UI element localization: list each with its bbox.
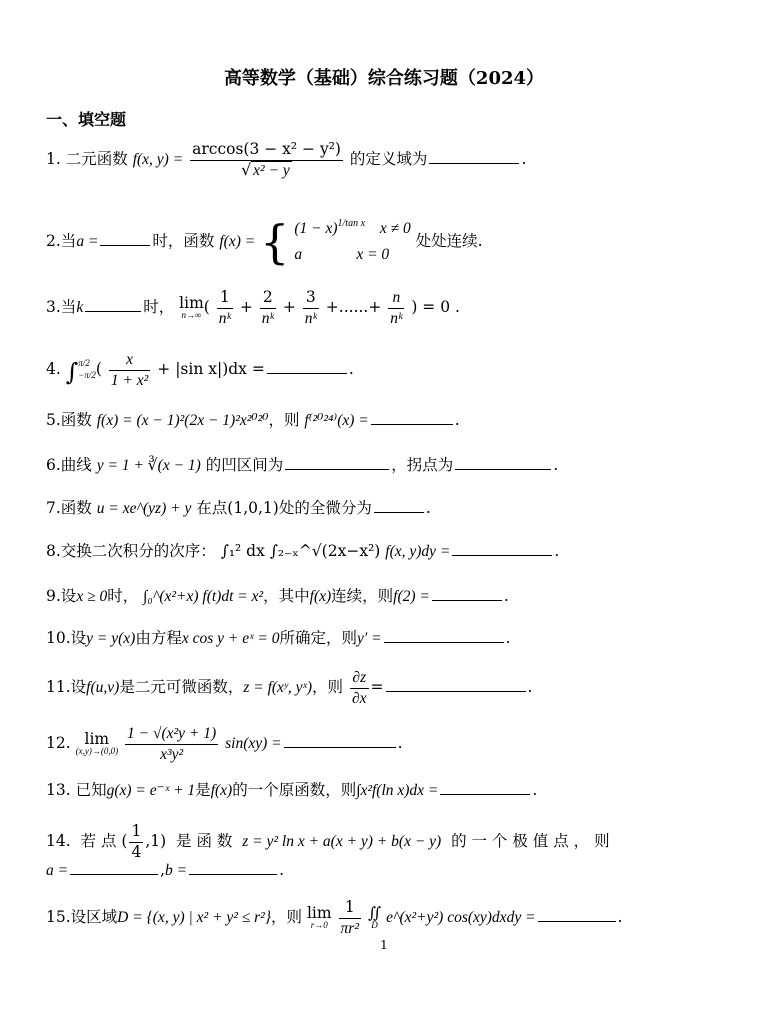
section-heading: 一、填空题	[46, 110, 127, 129]
question-5: 5.函数 f(x) = (x − 1)²(2x − 1)²x²⁰²⁰，则 f⁽²⁰²⁴⁾(x) = .	[46, 411, 460, 429]
answer-blank[interactable]	[100, 231, 150, 246]
answer-blank[interactable]	[384, 628, 504, 643]
fraction: $\frac{\text{arccos(3 − x² − y²)}}{\text{√ x² − y}}$	[192, 140, 341, 179]
question-7: 7.函数 u = xe^(yz) + y 在点(1,0,1)处的全微分为 .	[46, 499, 431, 517]
double-integral: ∬ D	[367, 903, 382, 931]
answer-blank[interactable]	[70, 860, 158, 875]
question-13: 13. 已知g(x) = e⁻ˣ + 1是f(x)的一个原函数，则∫x²f(ln x)dx = .	[46, 781, 538, 799]
answer-blank[interactable]	[284, 733, 396, 748]
question-15: 15.设区域D = {(x, y) | x² + y² ≤ r²}，则 lim r→0 $\frac{1}{\text{πr²}}$ ∬ D e^(x²+y²) cos(xy)dxdy = .	[46, 898, 623, 937]
question-10: 10.设y = y(x)由方程x cos y + eˣ = 0所确定，则y′ = .	[46, 629, 511, 647]
answer-blank[interactable]	[429, 149, 519, 164]
question-9: 9.设x ≥ 0时， ∫₀^(x²+x) f(t)dt = x²，其中f(x)连续，则f(2) = .	[46, 587, 509, 605]
question-6: 6.曲线 y = 1 + ∛(x − 1) 的凹区间为 ，拐点为 .	[46, 456, 559, 474]
answer-blank[interactable]	[538, 907, 616, 922]
question-11: 11.设f(u,v)是二元可微函数，z = f(xʸ, yˣ)，则 $\frac{\partial z}{\partial x}$ = .	[46, 669, 533, 707]
question-1: 1. 二元函数 f(x, y) = $\frac{\text{arccos(3 − x² − y²)}}{\text{√ x² − y}}$ 的定义域为 .	[46, 140, 527, 179]
piecewise-cases: $(1 - x)^{1/tan x}$ x ≠ 0 a x = 0	[294, 218, 411, 263]
answer-blank[interactable]	[189, 860, 277, 875]
question-2: 2.当a = 时，函数 f(x) = { $(1 - x)^{1/tan x}$ x ≠ 0 a x = 0 处处连续.	[46, 214, 483, 269]
page-number: 1	[380, 938, 388, 952]
answer-blank[interactable]	[440, 780, 530, 795]
integral-sign: ∫	[65, 358, 79, 386]
question-3: 3.当k 时， lim n→∞ ( $\frac{1}{\text{nᵏ}}$ + $\frac{2}{\text{nᵏ}}$ + $\frac{3}{\text{nᵏ}}$ +......+ $\frac{n}{\text{nᵏ}}$ ) = 0 .	[46, 288, 460, 327]
answer-blank[interactable]	[386, 677, 526, 692]
question-14-answers: a = ,b = .	[46, 861, 285, 879]
answer-blank[interactable]	[285, 455, 389, 470]
answer-blank[interactable]	[432, 586, 502, 601]
answer-blank[interactable]	[374, 498, 424, 513]
answer-blank[interactable]	[455, 455, 551, 470]
question-8: 8.交换二次积分的次序： ∫₁² dx ∫₂₋ₓ^√(2x−x²) f(x, y)dy = .	[46, 542, 560, 560]
limit: lim n→∞	[179, 293, 204, 321]
left-brace: {	[260, 214, 290, 269]
answer-blank[interactable]	[371, 410, 453, 425]
question-12: 12. lim (x,y)→(0,0) $\frac{\text{1 − √(x²y + 1)}}{\text{x³y²}}$ sin(xy) = .	[46, 725, 403, 763]
question-14: 14. 若 点 ( $\frac{1}{4}$ ,1) 是 函 数 z = y² ln x + a(x + y) + b(x − y) 的 一 个 极 值 点 ， 则	[46, 822, 610, 861]
question-4: 4. ∫ π/2 −π/2 ( $\frac{x}{\text{1 + x²}}$ + |sin x|)dx = .	[46, 351, 354, 389]
document-title: 高等数学（基础）综合练习题（2024）	[223, 68, 545, 89]
answer-blank[interactable]	[85, 297, 141, 312]
answer-blank[interactable]	[452, 541, 552, 556]
limit: lim (x,y)→(0,0)	[75, 729, 119, 757]
limit: lim r→0	[306, 903, 332, 931]
answer-blank[interactable]	[267, 359, 347, 374]
